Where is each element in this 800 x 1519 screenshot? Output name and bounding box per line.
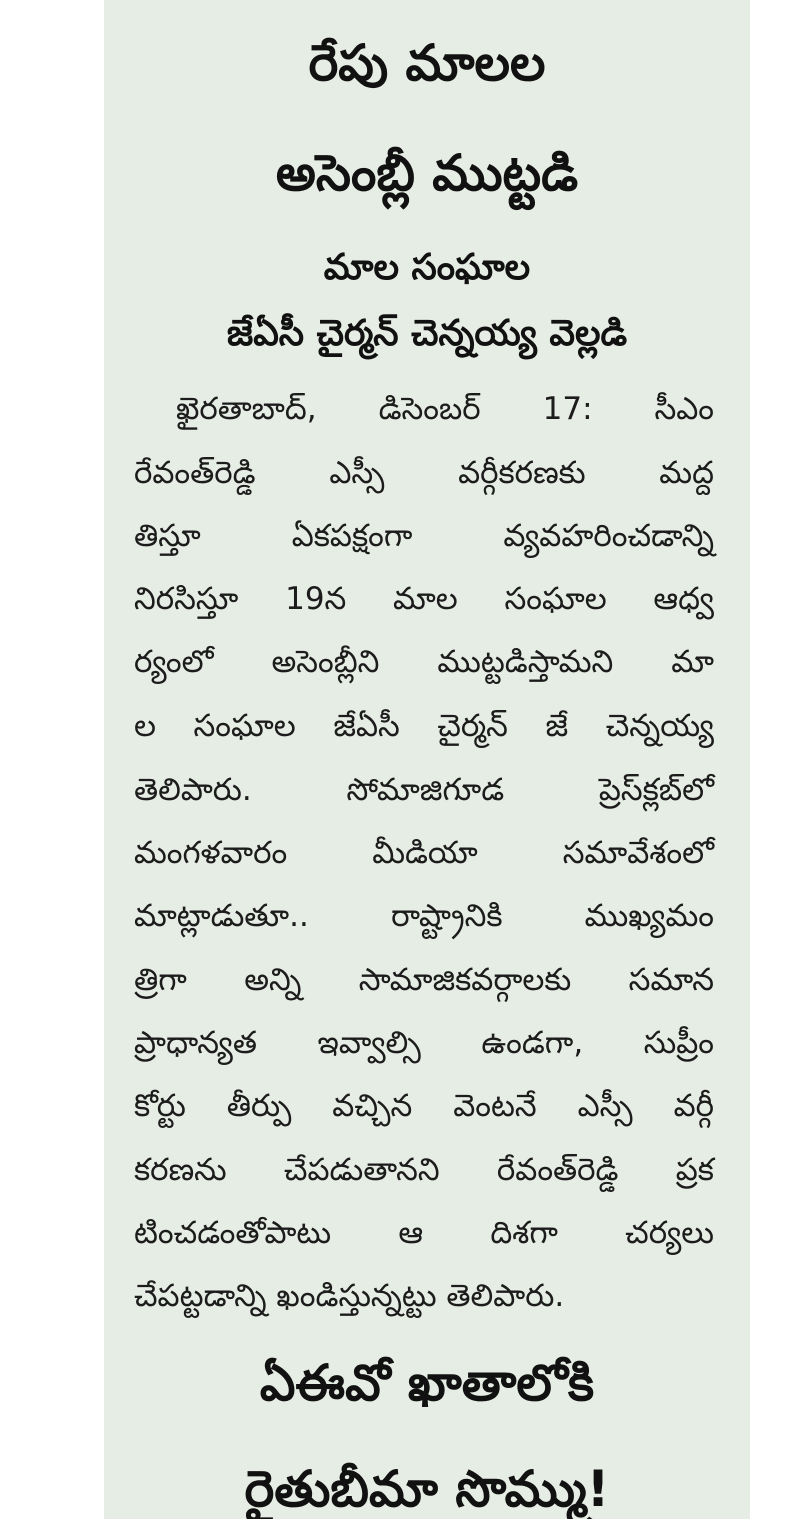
article-line: ప్రాధాన్యత ఇవ్వాల్సి ఉండగా, సుప్రీం xyxy=(134,1025,714,1061)
article-line: తిస్తూ ఏకపక్షంగా వ్యవహరించడాన్ని xyxy=(134,518,714,554)
subheadline-line-2: జేఏసీ చైర్మన్ చెన్నయ్య వెల్లడి xyxy=(226,313,628,354)
article-line: కరణను చేపడుతానని రేవంత్‌రెడ్డి ప్రక xyxy=(134,1152,714,1188)
article-line: నిరసిస్తూ 19న మాల సంఘాల ఆధ్వ xyxy=(134,581,714,617)
next-headline-line-2: రైతుబీమా సొమ్ము! xyxy=(244,1460,610,1518)
article-line: మంగళవారం మీడియా సమావేశంలో xyxy=(134,835,714,871)
next-headline-line-1: ఏఈవో ఖాతాలోకి xyxy=(259,1354,595,1412)
article-line: మాట్లాడుతూ.. రాష్ట్రానికి ముఖ్యమం xyxy=(134,898,714,934)
article-line: చేపట్టడాన్ని ఖండిస్తున్నట్టు తెలిపారు. xyxy=(134,1278,565,1314)
article-line: తెలిపారు. సోమాజిగూడ ప్రెస్‌క్లబ్‌లో xyxy=(134,772,714,808)
subheadline-line-1: మాల సంఘాల xyxy=(323,247,531,288)
article-line: త్రిగా అన్ని సామాజికవర్గాలకు సమాన xyxy=(134,962,714,998)
article-line: ల సంఘాల జేఏసీ చైర్మన్ జే చెన్నయ్య xyxy=(134,708,714,744)
article-line: రేవంత్‌రెడ్డి ఎస్సీ వర్గీకరణకు మద్ద xyxy=(134,455,714,491)
newspaper-clipping xyxy=(104,0,750,1519)
headline-line-1: రేపు మాలల xyxy=(308,34,546,92)
article-line: కోర్టు తీర్పు వచ్చిన వెంటనే ఎస్సీ వర్గీ xyxy=(134,1088,714,1124)
article-line: ర్యంలో అసెంబ్లీని ముట్టడిస్తామని మా xyxy=(134,644,714,680)
article-line: టించడంతోపాటు ఆ దిశగా చర్యలు xyxy=(134,1215,714,1251)
article-line: ఖైరతాబాద్, డిసెంబర్ 17: సీఎం xyxy=(176,391,714,427)
headline-line-2: అసెంబ్లీ ముట్టడి xyxy=(275,144,579,202)
